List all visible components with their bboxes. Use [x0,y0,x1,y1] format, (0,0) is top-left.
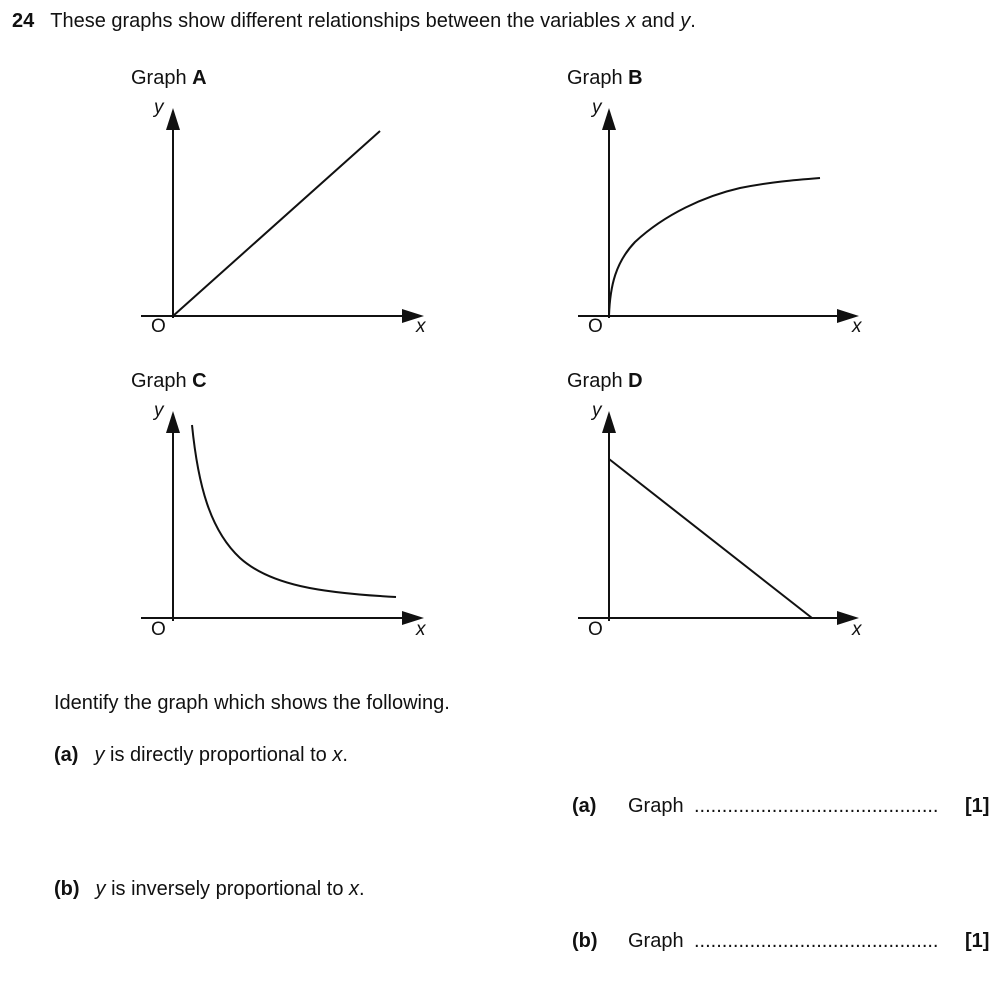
part-b-question [54,877,365,901]
part-b-var-y: y [95,878,106,900]
part-a-question [54,743,348,767]
graph-b-y-label: y [592,97,602,118]
graph-a-x-label: x [416,316,426,337]
graph-c-prefix: Graph [131,370,193,392]
var-y: y [680,10,691,32]
question-intro: These graphs show different relationships between the variables [50,10,626,32]
part-b-end: . [359,878,365,900]
graph-a-prefix: Graph [131,67,193,89]
part-a-var-y: y [94,744,105,766]
graph-b-origin-label: O [588,316,603,337]
graph-c-y-label: y [154,400,164,421]
graph-d-letter: D [628,370,643,392]
part-a-label: (a) [54,744,79,766]
graph-b-x-label: x [852,316,862,337]
part-a-marks: [1] [965,795,990,817]
part-a-answer-label: (a) [572,795,597,817]
instruction: Identify the graph which shows the following. [54,692,450,714]
graph-b-letter: B [628,67,643,89]
graph-c-x-label: x [416,619,426,640]
part-b-var-x: x [349,878,359,900]
part-a-answer-line[interactable]: ............................................ [694,795,939,817]
part-b-marks: [1] [965,930,990,952]
question-number: 24 [12,10,35,32]
part-a-answer-prefix: Graph [628,795,684,817]
graph-c-origin-label: O [151,619,166,640]
and-text: and [635,10,681,32]
graph-d-y-arrow [602,411,616,433]
part-a-end: . [342,744,348,766]
graph-d-y-label: y [592,400,602,421]
graph-c-letter: C [192,370,207,392]
part-b-answer-prefix: Graph [628,930,684,952]
graph-a-y-label: y [154,97,164,118]
graph-a-origin-label: O [151,316,166,337]
var-x: x [625,10,636,32]
graph-b-prefix: Graph [567,67,629,89]
graph-d-origin-label: O [588,619,603,640]
part-a-text: is directly proportional to [104,744,333,766]
part-b-label: (b) [54,878,80,900]
part-b-text: is inversely proportional to [105,878,349,900]
graph-a-letter: A [192,67,207,89]
period: . [690,10,696,32]
part-b-answer-label: (b) [572,930,598,952]
part-b-answer-line[interactable]: ............................................ [694,930,939,952]
graph-d-prefix: Graph [567,370,629,392]
part-a-var-x: x [332,744,343,766]
graph-d-x-label: x [852,619,862,640]
graph-d-line [609,459,812,618]
